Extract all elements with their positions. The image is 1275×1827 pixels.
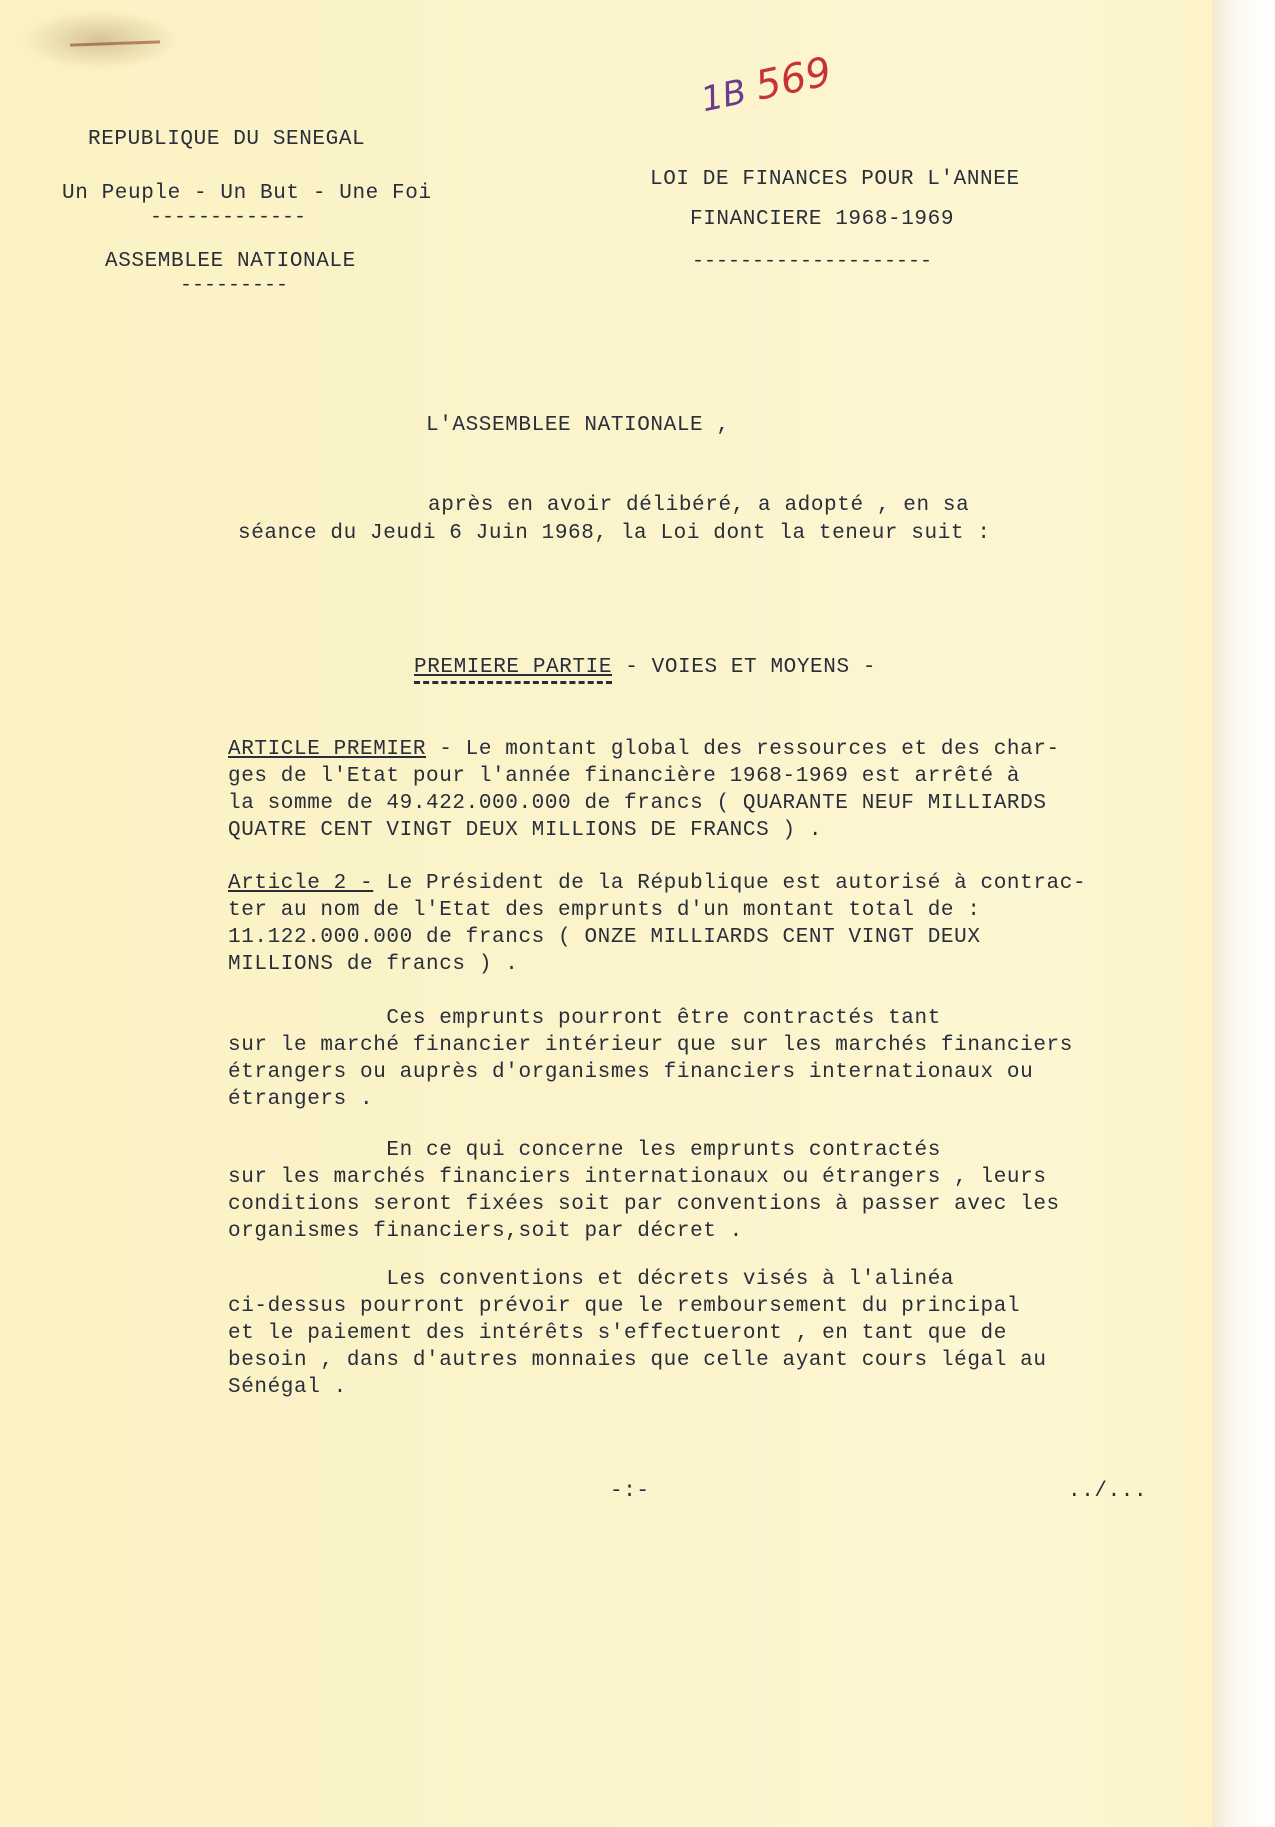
continued-marker: ../... — [1068, 1480, 1148, 1503]
article-2-line: Le Président de la République est autorisé à contrac- — [373, 872, 1087, 895]
header-separator: --------- — [180, 274, 289, 297]
paragraph-line: En ce qui concerne les emprunts contractés — [228, 1139, 941, 1162]
paragraph-line: Les conventions et décrets visés à l'alinéa — [228, 1268, 955, 1291]
article-2-paragraph-4 — [228, 1266, 1228, 1401]
national-motto: Un Peuple - Un But - Une Foi — [62, 182, 432, 205]
preamble-line1: après en avoir délibéré, a adopté , en sa — [428, 494, 970, 517]
article-2 — [228, 870, 1228, 978]
article-2-line: MILLIONS de francs ) . — [228, 953, 519, 976]
article-2-label: Article 2 - — [228, 872, 374, 895]
institution-name: ASSEMBLEE NATIONALE — [105, 250, 356, 273]
reference-number: 569 — [751, 48, 836, 110]
paragraph-line: conditions seront fixées soit par conventions à passer avec les — [228, 1193, 1060, 1216]
title-separator: -------------------- — [692, 250, 933, 273]
paragraph-line: besoin , dans d'autres monnaies que celle ayant cours légal au — [228, 1349, 1047, 1372]
article-2-paragraph-2 — [228, 1005, 1228, 1113]
page-marker: -:- — [610, 1480, 650, 1503]
paragraph-line: ci-dessus pourront prévoir que le remboursement du principal — [228, 1295, 1021, 1318]
article-1-line: - Le montant global des ressources et des char- — [426, 738, 1060, 761]
article-2-line: ter au nom de l'Etat des emprunts d'un montant total de : — [228, 899, 981, 922]
country-name: REPUBLIQUE DU SENEGAL — [88, 128, 366, 151]
article-1-line: ges de l'Etat pour l'année financière 1968-1969 est arrêté à — [228, 765, 1021, 788]
paragraph-line: et le paiement des intérêts s'effectueront , en tant que de — [228, 1322, 1007, 1345]
section-subtitle: - VOIES ET MOYENS - — [612, 656, 877, 679]
paragraph-line: Ces emprunts pourront être contractés tant — [228, 1007, 941, 1030]
paragraph-line: étrangers . — [228, 1088, 374, 1111]
section-heading — [414, 656, 876, 679]
paragraph-line: Sénégal . — [228, 1376, 347, 1399]
reference-prefix: 1B — [697, 71, 751, 121]
law-title-line1: LOI DE FINANCES POUR L'ANNEE — [650, 168, 1020, 191]
article-1-line: la somme de 49.422.000.000 de francs ( QUARANTE NEUF MILLIARDS — [228, 792, 1047, 815]
article-2-paragraph-3 — [228, 1137, 1228, 1245]
paragraph-line: organismes financiers,soit par décret . — [228, 1220, 743, 1243]
paragraph-line: étrangers ou auprès d'organismes financiers internationaux ou — [228, 1061, 1034, 1084]
preamble-line2: séance du Jeudi 6 Juin 1968, la Loi dont la teneur suit : — [238, 522, 991, 545]
article-1-label: ARTICLE PREMIER — [228, 738, 427, 761]
article-1-line: QUATRE CENT VINGT DEUX MILLIONS DE FRANCS ) . — [228, 819, 823, 842]
assembly-heading: L'ASSEMBLEE NATIONALE , — [426, 414, 730, 437]
paragraph-line: sur les marchés financiers internationaux ou étrangers , leurs — [228, 1166, 1047, 1189]
article-1 — [228, 736, 1228, 844]
paragraph-line: sur le marché financier intérieur que sur les marchés financiers — [228, 1034, 1073, 1057]
law-title-line2: FINANCIERE 1968-1969 — [690, 208, 955, 231]
article-2-line: 11.122.000.000 de francs ( ONZE MILLIARDS CENT VINGT DEUX — [228, 926, 981, 949]
header-separator: ------------- — [150, 206, 307, 229]
section-title: PREMIERE PARTIE — [414, 656, 612, 684]
